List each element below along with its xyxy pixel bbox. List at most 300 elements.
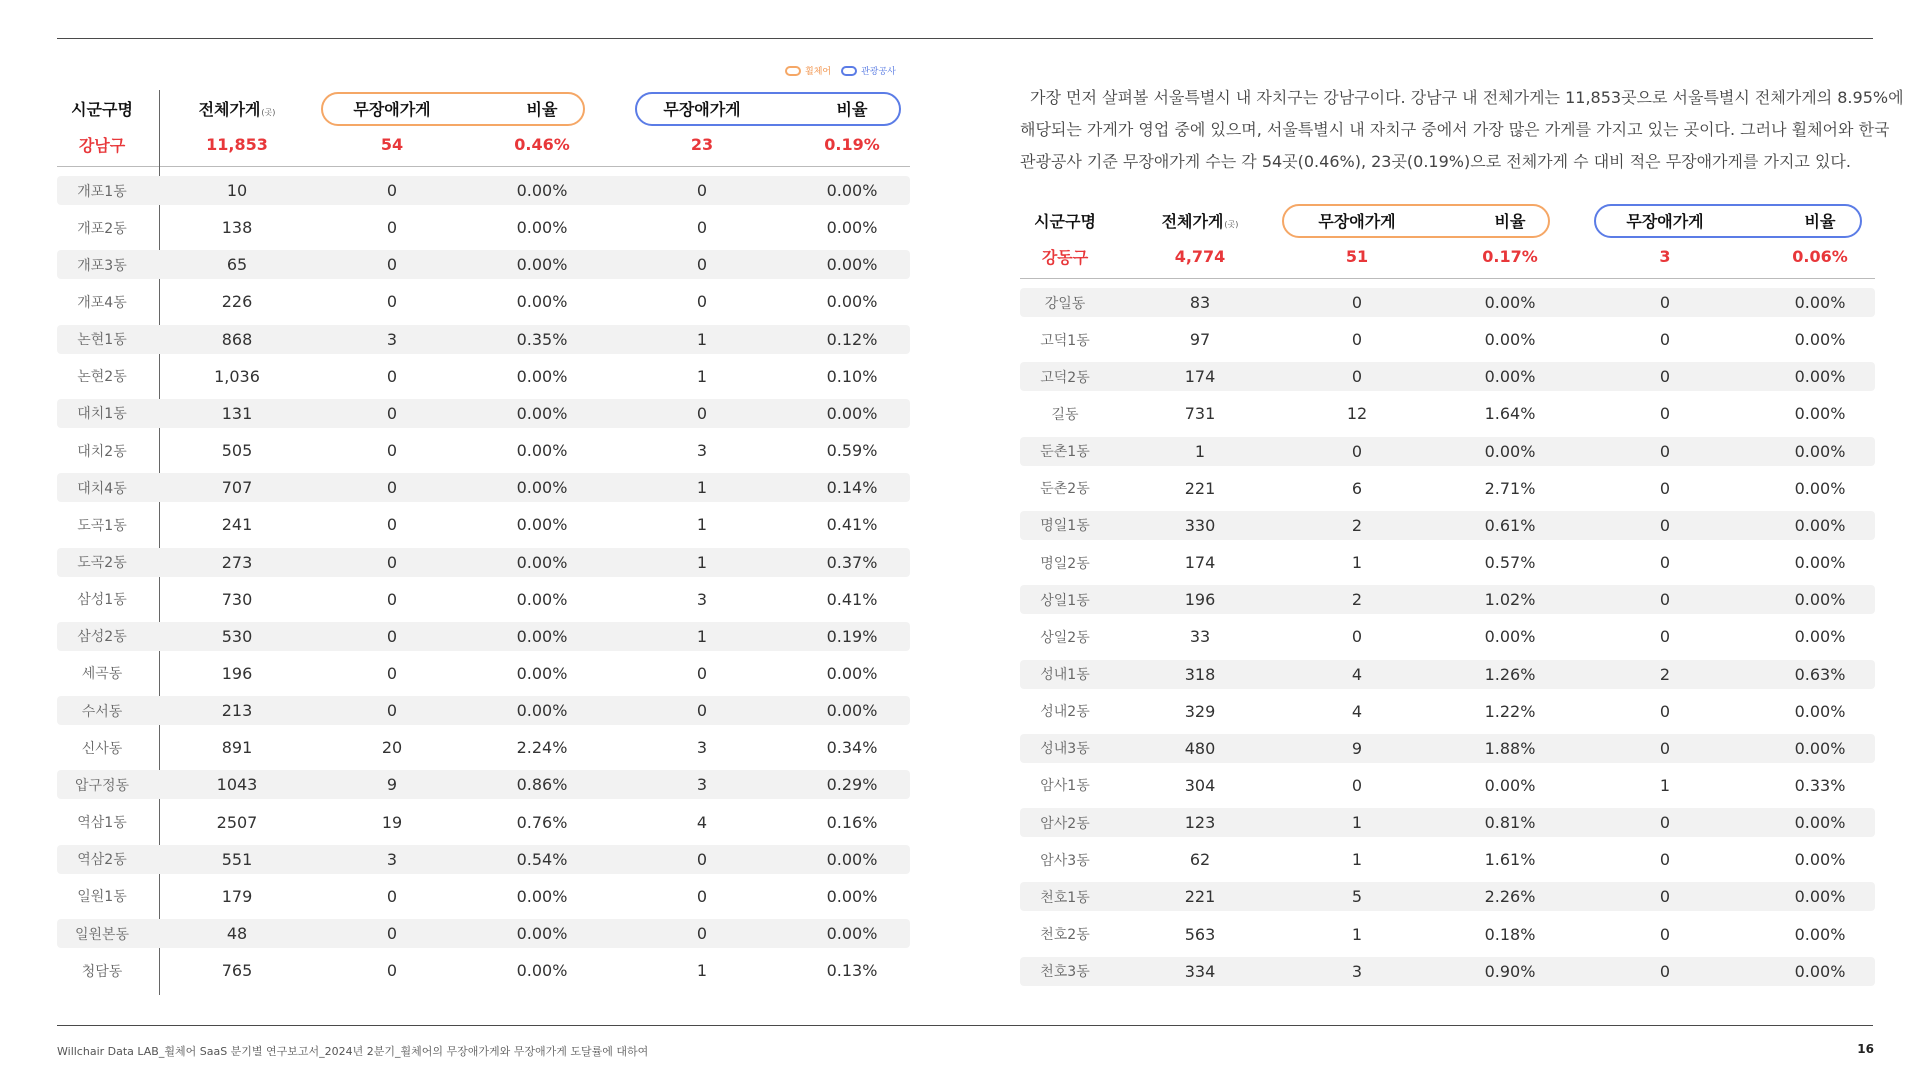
cell-b-ratio: 0.16%	[826, 812, 878, 832]
cell-b-ratio: 0.00%	[1794, 590, 1846, 610]
header-total-unit: (곳)	[261, 107, 276, 117]
table-row	[1020, 660, 1875, 689]
cell-a-count: 0	[386, 181, 398, 200]
table-row	[1020, 585, 1875, 614]
cell-total: 330	[1184, 515, 1216, 535]
table-row	[57, 733, 910, 762]
cell-b-ratio: 0.00%	[1794, 627, 1846, 647]
table-row	[1020, 808, 1875, 837]
cell-a-count: 0	[386, 292, 398, 312]
cell-a-ratio: 0.35%	[516, 329, 568, 349]
cell-a-ratio: 1.26%	[1484, 664, 1536, 684]
table-row	[1020, 474, 1875, 503]
cell-b-count: 3	[696, 441, 708, 461]
cell-name: 천호1동	[1040, 889, 1090, 906]
cell-name: 대치4동	[77, 480, 127, 497]
blue-pill-icon	[841, 66, 857, 76]
cell-a-ratio: 2.71%	[1484, 478, 1536, 498]
cell-a-count: 3	[386, 849, 398, 869]
footer-text: Willchair Data LAB_휠체어 SaaS 분기별 연구보고서_2024년 2분기_휠체어의 무장애가게와 무장애가게 도달률에 대하여	[57, 1045, 649, 1058]
cell-name: 일원1동	[77, 889, 127, 906]
cell-b-ratio: 0.00%	[826, 218, 878, 238]
cell-a-count: 0	[386, 626, 398, 646]
cell-b-count: 0	[696, 403, 708, 423]
cell-a-ratio: 0.00%	[516, 255, 568, 275]
cell-b-count: 0	[1659, 367, 1671, 387]
summary-b-ratio: 0.06%	[1792, 246, 1848, 266]
cell-total: 33	[1189, 627, 1211, 647]
cell-a-ratio: 0.00%	[516, 626, 568, 646]
header-total: 전체가게 (곳)	[1161, 211, 1239, 231]
cell-a-ratio: 0.00%	[516, 403, 568, 423]
cell-total: 505	[221, 441, 253, 461]
cell-total: 273	[221, 552, 253, 572]
cell-a-count: 1	[1351, 924, 1363, 944]
cell-total: 196	[221, 663, 253, 683]
cell-a-ratio: 0.90%	[1484, 961, 1536, 981]
cell-b-count: 3	[696, 738, 708, 758]
table-row	[57, 659, 910, 688]
cell-total: 730	[221, 589, 253, 609]
cell-a-ratio: 0.00%	[516, 552, 568, 572]
cell-b-count: 1	[696, 478, 708, 498]
cell-total: 891	[221, 738, 253, 758]
cell-b-ratio: 0.34%	[826, 738, 878, 758]
cell-name: 도곡1동	[77, 517, 127, 534]
cell-a-ratio: 2.24%	[516, 738, 568, 758]
cell-total: 138	[221, 218, 253, 238]
cell-a-count: 0	[386, 589, 398, 609]
cell-total: 179	[221, 886, 253, 906]
cell-a-ratio: 1.64%	[1484, 404, 1536, 424]
cell-total: 551	[221, 849, 253, 869]
cell-b-ratio: 0.00%	[1794, 701, 1846, 721]
cell-total: 123	[1184, 813, 1216, 833]
cell-b-ratio: 0.00%	[1794, 850, 1846, 870]
cell-total: 174	[1184, 553, 1216, 573]
legend-item-tourism	[841, 64, 896, 77]
cell-b-ratio: 0.00%	[1794, 330, 1846, 350]
cell-b-ratio: 0.00%	[1794, 738, 1846, 758]
cell-name: 개포3동	[77, 257, 127, 274]
cell-a-count: 9	[386, 775, 398, 795]
table-header	[1020, 202, 1875, 238]
cell-a-ratio: 1.61%	[1484, 850, 1536, 870]
cell-b-ratio: 0.00%	[826, 886, 878, 906]
cell-b-count: 0	[1659, 924, 1671, 944]
cell-total: 226	[221, 292, 253, 312]
cell-a-count: 0	[386, 218, 398, 238]
cell-total: 563	[1184, 924, 1216, 944]
table-row	[1020, 957, 1875, 986]
table-row	[1020, 325, 1875, 354]
summary-a-count: 51	[1345, 246, 1369, 266]
cell-name: 암사1동	[1040, 778, 1090, 795]
cell-b-count: 0	[696, 924, 708, 943]
cell-b-count: 1	[696, 366, 708, 386]
cell-a-ratio: 0.61%	[1484, 515, 1536, 535]
cell-b-ratio: 0.00%	[1794, 813, 1846, 833]
cell-total: 83	[1189, 293, 1211, 312]
cell-b-count: 1	[696, 961, 708, 981]
cell-b-count: 0	[1659, 813, 1671, 833]
cell-a-count: 9	[1351, 738, 1363, 758]
cell-total: 221	[1184, 887, 1216, 907]
table-row	[57, 770, 910, 799]
cell-a-ratio: 0.00%	[516, 886, 568, 906]
page-number: 16	[1857, 1042, 1874, 1056]
cell-total: 48	[226, 924, 248, 943]
summary-b-count: 23	[690, 134, 714, 154]
cell-name: 수서동	[81, 703, 123, 720]
cell-a-ratio: 0.57%	[1484, 553, 1536, 573]
summary-row	[1020, 238, 1875, 274]
summary-divider	[57, 166, 910, 167]
cell-name: 압구정동	[74, 777, 130, 794]
cell-b-count: 1	[696, 329, 708, 349]
cell-name: 논현1동	[77, 332, 127, 349]
cell-name: 둔촌2동	[1040, 481, 1090, 498]
cell-a-count: 12	[1346, 404, 1368, 424]
summary-name: 강동구	[1041, 247, 1089, 267]
header-barrier-free-b: 무장애가게	[1626, 211, 1704, 231]
table-row	[1020, 362, 1875, 391]
table-row	[1020, 920, 1875, 949]
table-row	[57, 399, 910, 428]
cell-a-count: 2	[1351, 590, 1363, 610]
header-ratio-b: 비율	[836, 99, 868, 119]
header-district: 시군구명	[71, 99, 133, 119]
header-total: 전체가게 (곳)	[198, 99, 276, 119]
cell-b-ratio: 0.59%	[826, 441, 878, 461]
cell-a-count: 0	[386, 441, 398, 461]
cell-b-ratio: 0.12%	[826, 329, 878, 349]
cell-b-ratio: 0.00%	[826, 292, 878, 312]
summary-row	[57, 126, 910, 162]
cell-name: 삼성1동	[77, 592, 127, 609]
cell-b-ratio: 0.00%	[1794, 293, 1846, 312]
table-header	[57, 90, 910, 126]
cell-name: 대치1동	[77, 406, 127, 423]
cell-a-count: 0	[386, 552, 398, 572]
cell-a-ratio: 0.00%	[516, 515, 568, 535]
summary-a-ratio: 0.46%	[514, 134, 570, 154]
cell-a-ratio: 0.00%	[516, 663, 568, 683]
cell-total: 765	[221, 961, 253, 981]
cell-b-ratio: 0.00%	[826, 849, 878, 869]
header-total-unit: (곳)	[1224, 219, 1239, 229]
cell-name: 역삼1동	[77, 815, 127, 832]
cell-name: 상일2동	[1040, 629, 1090, 646]
cell-name: 성내3동	[1040, 741, 1090, 758]
summary-a-count: 54	[380, 134, 404, 154]
cell-a-ratio: 0.00%	[516, 181, 568, 200]
cell-a-ratio: 0.86%	[516, 775, 568, 795]
cell-a-count: 0	[1351, 441, 1363, 461]
cell-a-count: 1	[1351, 850, 1363, 870]
cell-a-ratio: 1.02%	[1484, 590, 1536, 610]
table-row	[1020, 548, 1875, 577]
cell-name: 개포4동	[77, 294, 127, 311]
cell-b-ratio: 0.00%	[826, 701, 878, 721]
cell-a-count: 1	[1351, 813, 1363, 833]
cell-name: 성내2동	[1040, 704, 1090, 721]
paragraph-line-3: 관광공사 기준 무장애가게 수는 각 54곳(0.46%), 23곳(0.19%)으로 전체가게 수 대비 적은 무장애가게를 가지고 있다.	[1020, 152, 1851, 171]
cell-name: 강일동	[1044, 295, 1086, 312]
cell-b-count: 0	[1659, 553, 1671, 573]
header-district: 시군구명	[1034, 211, 1096, 231]
cell-b-count: 0	[1659, 961, 1671, 981]
cell-a-ratio: 1.88%	[1484, 738, 1536, 758]
cell-total: 97	[1189, 330, 1211, 350]
cell-b-count: 1	[696, 552, 708, 572]
cell-b-count: 0	[1659, 701, 1671, 721]
header-ratio-a: 비율	[526, 99, 558, 119]
cell-b-ratio: 0.00%	[1794, 441, 1846, 461]
cell-b-ratio: 0.00%	[1794, 961, 1846, 981]
bottom-divider	[57, 1025, 1873, 1026]
cell-a-ratio: 0.00%	[516, 441, 568, 461]
header-barrier-free-a: 무장애가게	[1318, 211, 1396, 231]
cell-name: 일원본동	[74, 926, 130, 943]
cell-b-count: 0	[696, 218, 708, 238]
cell-b-ratio: 0.29%	[826, 775, 878, 795]
cell-a-count: 0	[386, 255, 398, 275]
cell-total: 707	[221, 478, 253, 498]
cell-b-ratio: 0.00%	[1794, 553, 1846, 573]
cell-a-ratio: 0.00%	[1484, 775, 1536, 795]
cell-b-count: 0	[1659, 850, 1671, 870]
cell-name: 도곡2동	[77, 555, 127, 571]
cell-b-count: 0	[696, 181, 708, 200]
table-row	[1020, 622, 1875, 651]
cell-name: 둔촌1동	[1040, 444, 1090, 461]
cell-total: 1	[1194, 441, 1206, 461]
cell-total: 868	[221, 329, 253, 349]
cell-a-count: 20	[381, 738, 403, 758]
cell-a-count: 1	[1351, 553, 1363, 573]
cell-a-ratio: 0.18%	[1484, 924, 1536, 944]
table-row	[57, 287, 910, 316]
gangnam-table	[57, 90, 910, 995]
cell-b-ratio: 0.00%	[1794, 478, 1846, 498]
table-row	[57, 622, 910, 651]
table-row	[57, 250, 910, 279]
cell-name: 논현2동	[77, 369, 127, 386]
header-barrier-free-a: 무장애가게	[353, 99, 431, 119]
cell-b-count: 0	[1659, 478, 1671, 498]
cell-a-ratio: 0.76%	[516, 812, 568, 832]
cell-total: 731	[1184, 404, 1216, 424]
cell-name: 고덕1동	[1040, 332, 1090, 349]
cell-a-ratio: 0.00%	[1484, 627, 1536, 647]
cell-b-ratio: 0.00%	[826, 924, 878, 943]
gangdong-table	[1020, 202, 1875, 992]
table-row	[1020, 882, 1875, 911]
cell-total: 196	[1184, 590, 1216, 610]
table-row	[57, 176, 910, 205]
cell-b-ratio: 0.37%	[826, 552, 878, 572]
table-row	[1020, 771, 1875, 800]
table-row	[57, 585, 910, 614]
cell-name: 암사3동	[1040, 852, 1090, 869]
cell-a-ratio: 0.81%	[1484, 813, 1536, 833]
cell-name: 신사동	[81, 740, 123, 757]
cell-a-ratio: 0.00%	[1484, 330, 1536, 350]
cell-a-ratio: 0.54%	[516, 849, 568, 869]
cell-b-count: 0	[696, 701, 708, 721]
cell-b-ratio: 0.00%	[826, 181, 878, 200]
table-row	[57, 696, 910, 725]
cell-total: 221	[1184, 478, 1216, 498]
table-row	[57, 213, 910, 242]
cell-a-count: 3	[386, 329, 398, 349]
cell-a-count: 0	[386, 478, 398, 498]
cell-b-count: 3	[696, 775, 708, 795]
cell-name: 대치2동	[77, 443, 127, 460]
cell-a-ratio: 0.00%	[1484, 293, 1536, 312]
cell-name: 명일2동	[1040, 555, 1090, 572]
cell-name: 세곡동	[81, 666, 123, 683]
body-paragraph	[1020, 82, 1904, 178]
cell-total: 131	[221, 403, 253, 423]
summary-divider	[1020, 278, 1875, 279]
orange-pill-icon	[785, 66, 801, 76]
header-barrier-free-b: 무장애가게	[663, 99, 741, 119]
cell-b-ratio: 0.00%	[826, 663, 878, 683]
cell-name: 개포1동	[77, 183, 127, 200]
cell-a-count: 5	[1351, 887, 1363, 907]
table-row	[57, 510, 910, 539]
cell-a-count: 0	[1351, 293, 1363, 312]
cell-a-count: 0	[386, 924, 398, 943]
cell-b-ratio: 0.63%	[1794, 664, 1846, 684]
table-row	[57, 473, 910, 502]
summary-a-ratio: 0.17%	[1482, 246, 1538, 266]
cell-name: 역삼2동	[77, 852, 127, 869]
cell-a-count: 0	[1351, 367, 1363, 387]
cell-a-ratio: 0.00%	[516, 701, 568, 721]
table-row	[57, 362, 910, 391]
cell-b-count: 0	[1659, 441, 1671, 461]
cell-a-count: 0	[386, 515, 398, 535]
cell-total: 174	[1184, 367, 1216, 387]
cell-b-count: 3	[696, 589, 708, 609]
table-row	[1020, 845, 1875, 874]
legend-label-tourism: 관광공사	[861, 67, 896, 77]
cell-b-count: 0	[1659, 738, 1671, 758]
cell-b-ratio: 0.00%	[1794, 367, 1846, 387]
cell-b-count: 1	[696, 626, 708, 646]
cell-a-count: 4	[1351, 701, 1363, 721]
cell-b-count: 1	[696, 515, 708, 535]
cell-a-ratio: 2.26%	[1484, 887, 1536, 907]
table-row	[57, 919, 910, 948]
cell-a-count: 4	[1351, 664, 1363, 684]
cell-total: 2507	[216, 812, 258, 832]
cell-a-ratio: 0.00%	[516, 478, 568, 498]
cell-total: 10	[226, 181, 248, 200]
legend-label-wheelchair: 휠체어	[805, 67, 832, 77]
table-row	[57, 325, 910, 354]
cell-b-ratio: 0.00%	[1794, 404, 1846, 424]
cell-a-count: 2	[1351, 515, 1363, 535]
cell-a-ratio: 0.00%	[516, 218, 568, 238]
paragraph-line-1: 가장 먼저 살펴볼 서울특별시 내 자치구는 강남구이다. 강남구 내 전체가게는 11,853곳으로 서울특별시 전체가게의 8.95%에	[1030, 88, 1904, 107]
cell-a-ratio: 0.00%	[516, 366, 568, 386]
cell-name: 개포2동	[77, 220, 127, 237]
paragraph-line-2: 해당되는 가게가 영업 중에 있으며, 서울특별시 내 자치구 중에서 가장 많은 가게를 가지고 있는 곳이다. 그러나 휠체어와 한국	[1020, 120, 1890, 139]
cell-a-ratio: 0.00%	[516, 961, 568, 981]
summary-b-ratio: 0.19%	[824, 134, 880, 154]
cell-a-ratio: 0.00%	[516, 292, 568, 312]
cell-b-ratio: 0.00%	[826, 403, 878, 423]
cell-a-count: 19	[381, 812, 403, 832]
top-divider	[57, 38, 1873, 39]
table-row	[57, 956, 910, 985]
cell-name: 삼성2동	[77, 629, 127, 646]
cell-b-count: 0	[1659, 627, 1671, 647]
cell-b-ratio: 0.19%	[826, 626, 878, 646]
legend-item-wheelchair	[785, 64, 831, 77]
table-row	[57, 436, 910, 465]
table-row	[1020, 697, 1875, 726]
cell-a-count: 3	[1351, 961, 1363, 981]
cell-b-count: 0	[1659, 330, 1671, 350]
summary-name: 강남구	[78, 135, 126, 155]
cell-total: 65	[226, 255, 248, 275]
cell-b-ratio: 0.41%	[826, 589, 878, 609]
summary-total: 4,774	[1174, 246, 1226, 266]
cell-total: 530	[221, 626, 253, 646]
table-row	[1020, 399, 1875, 428]
cell-b-count: 0	[696, 255, 708, 275]
cell-b-count: 1	[1659, 775, 1671, 795]
cell-b-ratio: 0.33%	[1794, 775, 1846, 795]
cell-name: 고덕2동	[1040, 369, 1090, 386]
cell-b-count: 0	[1659, 590, 1671, 610]
legend	[785, 64, 896, 77]
cell-a-count: 0	[386, 403, 398, 423]
cell-a-count: 0	[1351, 775, 1363, 795]
cell-name: 성내1동	[1040, 667, 1090, 683]
summary-total: 11,853	[206, 134, 268, 154]
cell-total: 1043	[216, 775, 258, 795]
cell-total: 318	[1184, 664, 1216, 684]
cell-total: 334	[1184, 961, 1216, 981]
table-row	[1020, 288, 1875, 317]
table-body	[1020, 288, 1875, 988]
cell-total: 241	[221, 515, 253, 535]
cell-b-ratio: 0.41%	[826, 515, 878, 535]
cell-name: 천호3동	[1040, 964, 1090, 981]
table-row	[57, 845, 910, 874]
cell-b-count: 0	[696, 849, 708, 869]
cell-name: 명일1동	[1040, 518, 1090, 535]
cell-a-ratio: 0.00%	[516, 589, 568, 609]
cell-b-ratio: 0.10%	[826, 366, 878, 386]
cell-b-count: 0	[1659, 887, 1671, 907]
cell-name: 상일1동	[1040, 592, 1090, 609]
cell-b-ratio: 0.00%	[1794, 515, 1846, 535]
cell-name: 천호2동	[1040, 927, 1090, 944]
cell-a-count: 0	[1351, 627, 1363, 647]
cell-b-ratio: 0.00%	[1794, 887, 1846, 907]
cell-name: 청담동	[81, 963, 123, 980]
cell-total: 62	[1189, 850, 1211, 870]
cell-a-count: 0	[386, 663, 398, 683]
cell-b-count: 0	[696, 292, 708, 312]
